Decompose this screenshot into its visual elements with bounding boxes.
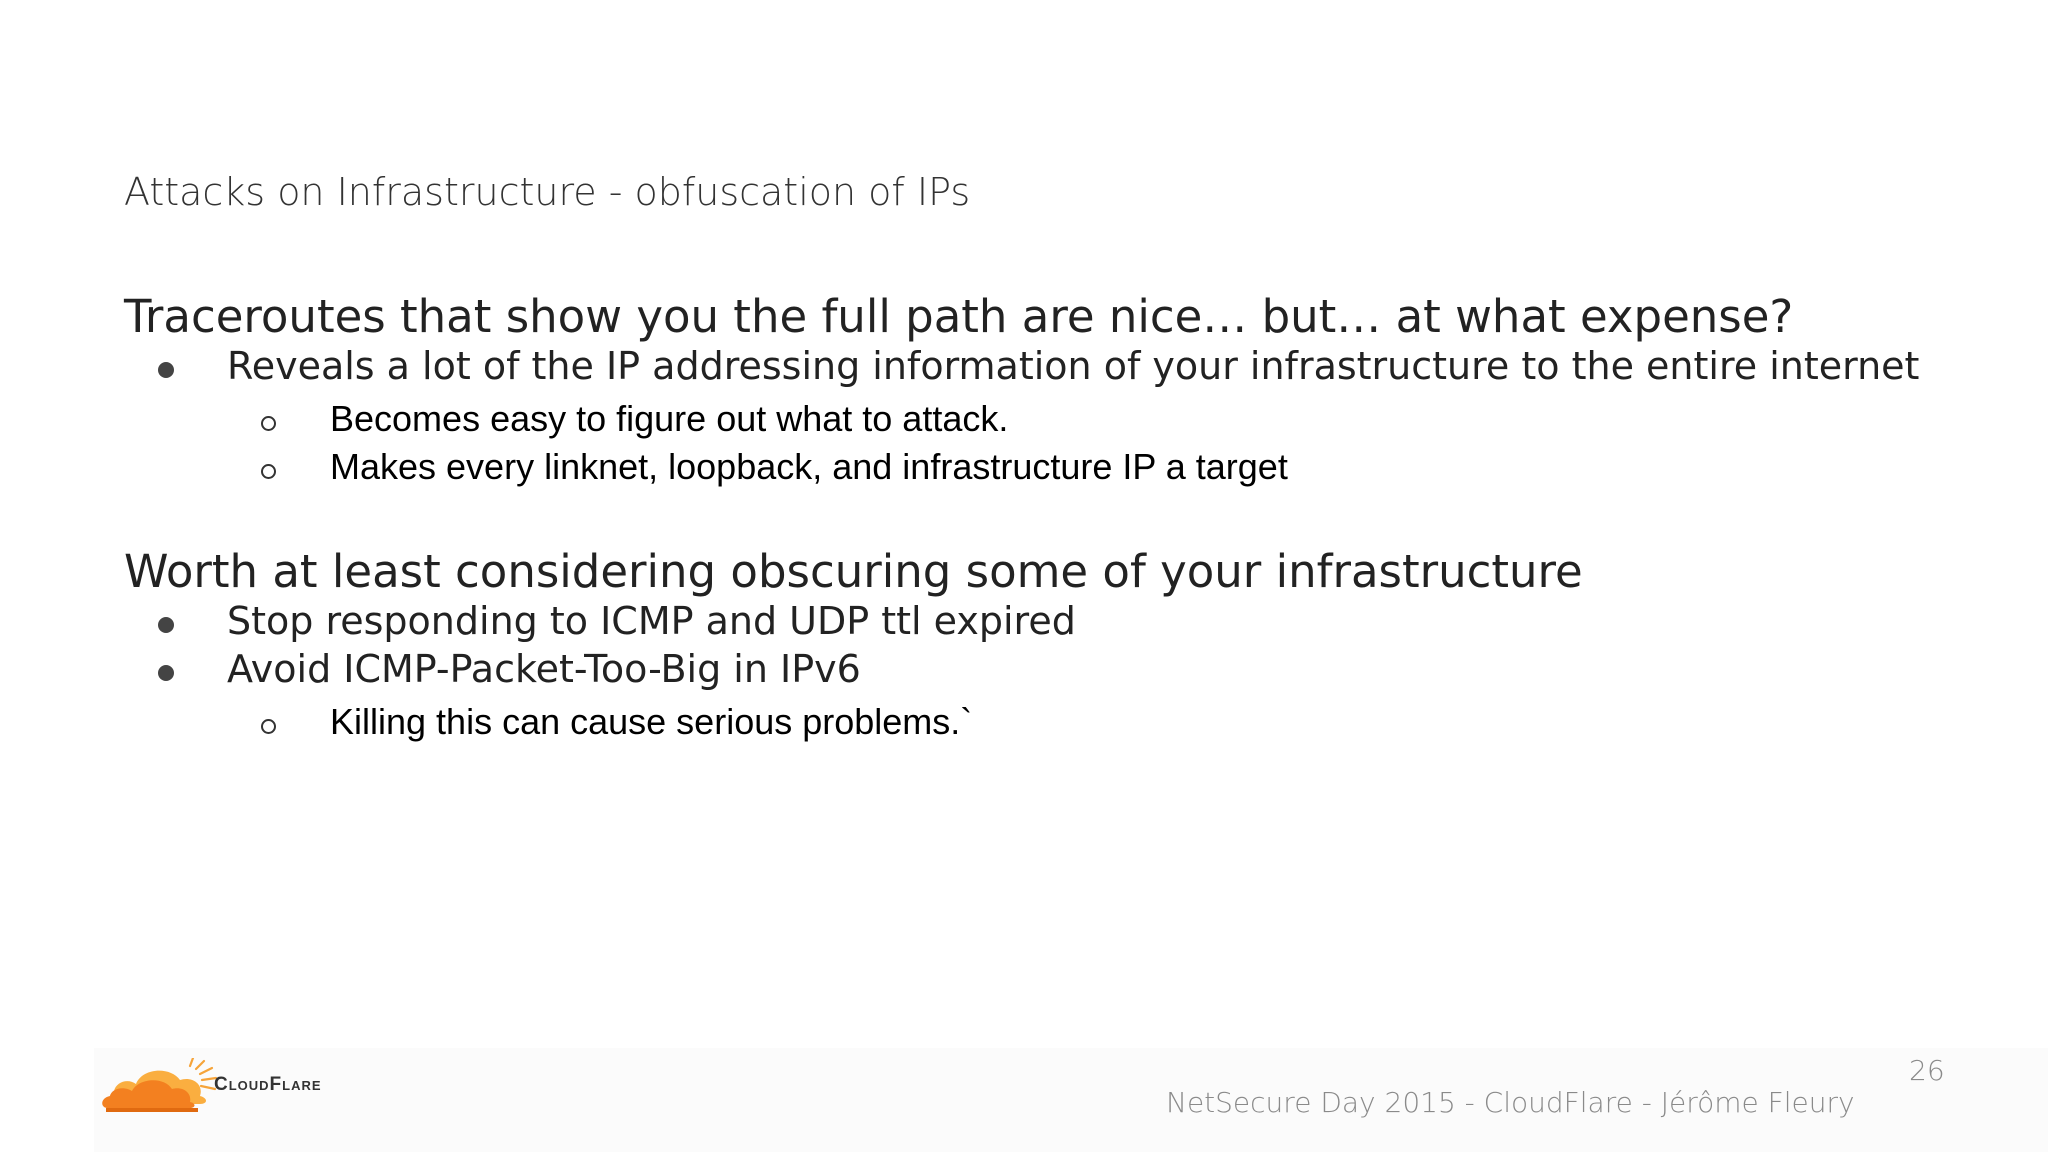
section-heading-traceroutes: Traceroutes that show you the full path are nice… but… at what expense? bbox=[124, 290, 1794, 343]
sub-bullet-easy-to-attack: Becomes easy to figure out what to attack. bbox=[330, 398, 1009, 439]
sub-bullet-icon bbox=[261, 416, 276, 431]
section-heading-obscuring: Worth at least considering obscuring some of your infrastructure bbox=[124, 545, 1583, 598]
bullet-stop-icmp: Stop responding to ICMP and UDP ttl expired bbox=[227, 599, 1076, 643]
sub-bullet-icon bbox=[261, 464, 276, 479]
sub-bullet-serious-problems: Killing this can cause serious problems.` bbox=[330, 701, 973, 742]
sub-bullet-icon bbox=[261, 719, 276, 734]
bullet-icon bbox=[158, 665, 174, 681]
page-number: 26 bbox=[1909, 1054, 1945, 1087]
bullet-icon bbox=[158, 617, 174, 633]
slide-title: Attacks on Infrastructure - obfuscation of IPs bbox=[124, 170, 971, 214]
footer-credit: NetSecure Day 2015 - CloudFlare - Jérôme Fleury bbox=[1166, 1086, 1855, 1119]
bullet-reveals-info: Reveals a lot of the IP addressing information of your infrastructure to the entire internet bbox=[227, 344, 1920, 388]
cloudflare-wordmark: CloudFlare bbox=[214, 1074, 322, 1095]
bullet-icon bbox=[158, 362, 174, 378]
bullet-avoid-ptb: Avoid ICMP-Packet-Too-Big in IPv6 bbox=[227, 647, 861, 691]
sub-bullet-every-ip-target: Makes every linknet, loopback, and infrastructure IP a target bbox=[330, 446, 1288, 487]
